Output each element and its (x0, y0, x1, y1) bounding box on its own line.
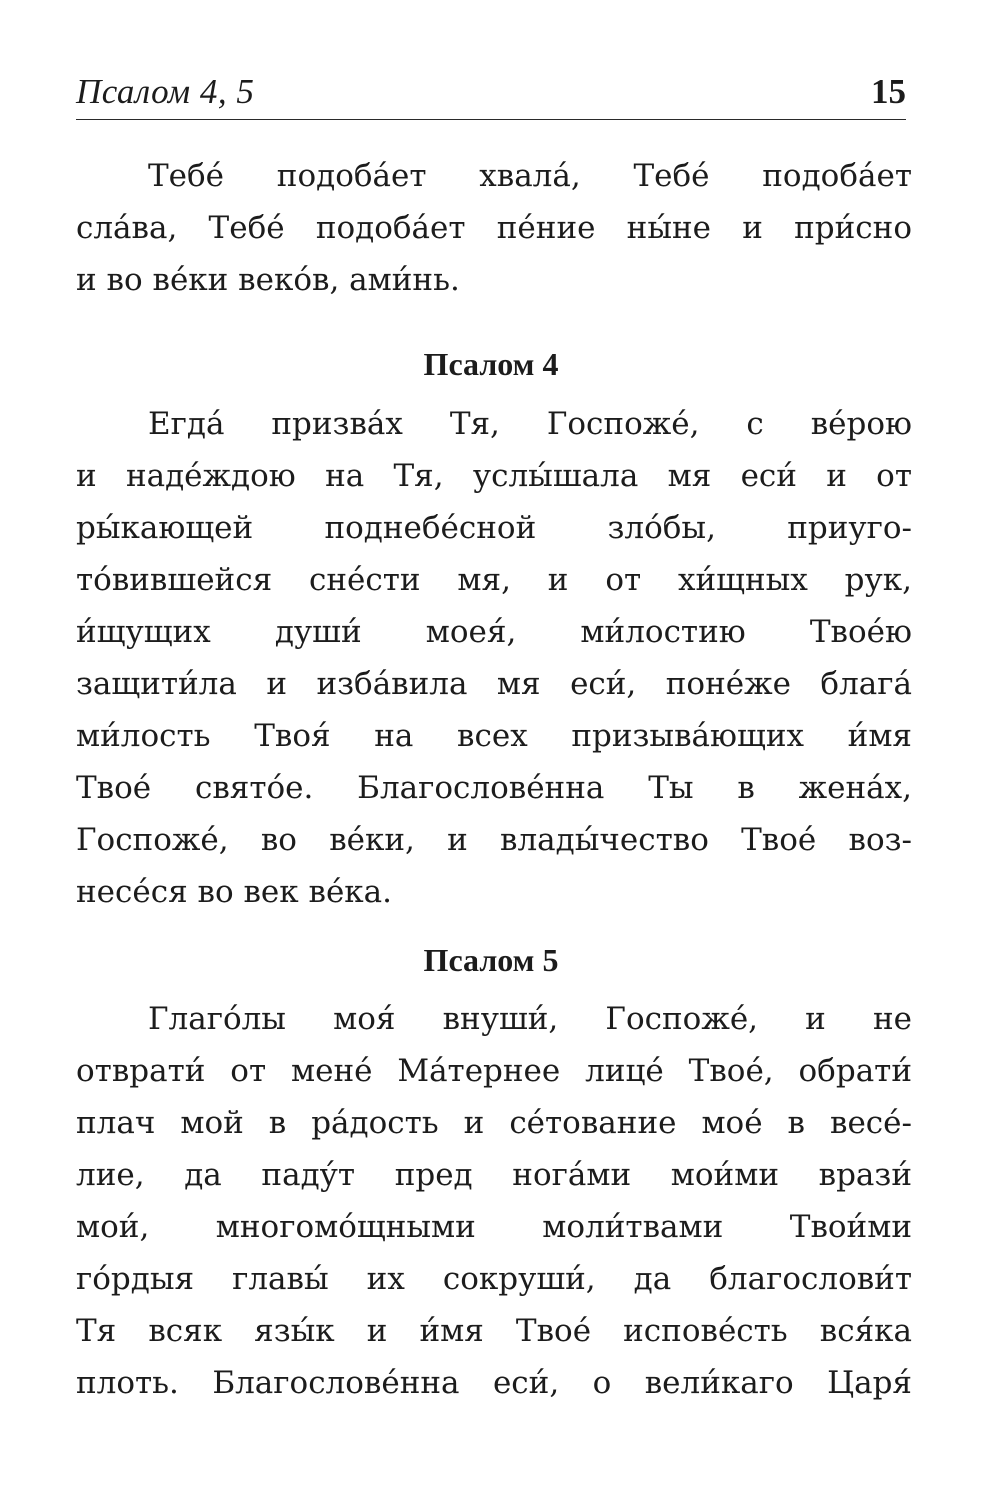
text-line: Глаго́лы моя́ внуши́, Госпоже́, и не (148, 1001, 912, 1037)
text-line: сла́ва, Тебе́ подоба́ет пе́ние ны́не и при́сно (76, 210, 912, 246)
text-line: Тя всяк язы́к и и́мя Твое́ испове́сть вся́ка (76, 1313, 912, 1349)
text-line: плоть. Благослове́нна еси́, о вели́каго Царя́ (76, 1365, 912, 1401)
psalm-5-heading: Псалом 5 (423, 942, 559, 978)
running-head (76, 68, 906, 116)
text-line: защити́ла и изба́вила мя еси́, поне́же блага́ (76, 666, 912, 702)
page-number: 15 (871, 72, 906, 111)
psalm-4-heading: Псалом 4 (423, 346, 559, 382)
text-line: и наде́ждою на Тя, услы́шала мя еси́ и от (76, 458, 912, 494)
text-line: Госпоже́, во ве́ки, и влады́чество Твое́ воз- (76, 822, 912, 858)
text-line: то́вившейся сне́сти мя, и от хи́щных рук, (76, 562, 912, 598)
text-line: ры́кающей поднебе́сной зло́бы, приуго- (76, 510, 912, 546)
intro-paragraph (76, 150, 912, 306)
text-line: отврати́ от мене́ Ма́тернее лице́ Твое́, обрати́ (76, 1053, 912, 1089)
text-line: и во ве́ки веко́в, ами́нь. (76, 262, 460, 298)
text-line: Тебе́ подоба́ет хвала́, Тебе́ подоба́ет (148, 158, 912, 194)
text-line: лие, да паду́т пред нога́ми мои́ми врази́ (76, 1157, 912, 1193)
text-line: Егда́ призва́х Тя, Госпоже́, с ве́рою (148, 406, 912, 442)
psalm-5-text (76, 993, 912, 1409)
text-line: Твое́ свято́е. Благослове́нна Ты в жена́х, (76, 770, 912, 806)
text-line: несе́ся во век ве́ка. (76, 874, 392, 910)
text-line: и́щущих души́ моея́, ми́лостию Твое́ю (76, 614, 912, 650)
text-line: ми́лость Твоя́ на всех призыва́ющих и́мя (76, 718, 912, 754)
psalm-4-text (76, 398, 912, 918)
text-line: плач мой в ра́дость и се́тование мое́ в весе́- (76, 1105, 912, 1141)
running-title: Псалом 4, 5 (76, 72, 255, 111)
header-rule (76, 119, 906, 120)
text-line: мои́, многомо́щными моли́твами Твои́ми (76, 1209, 912, 1245)
text-line: го́рдыя главы́ их сокруши́, да благослови́т (76, 1261, 912, 1297)
